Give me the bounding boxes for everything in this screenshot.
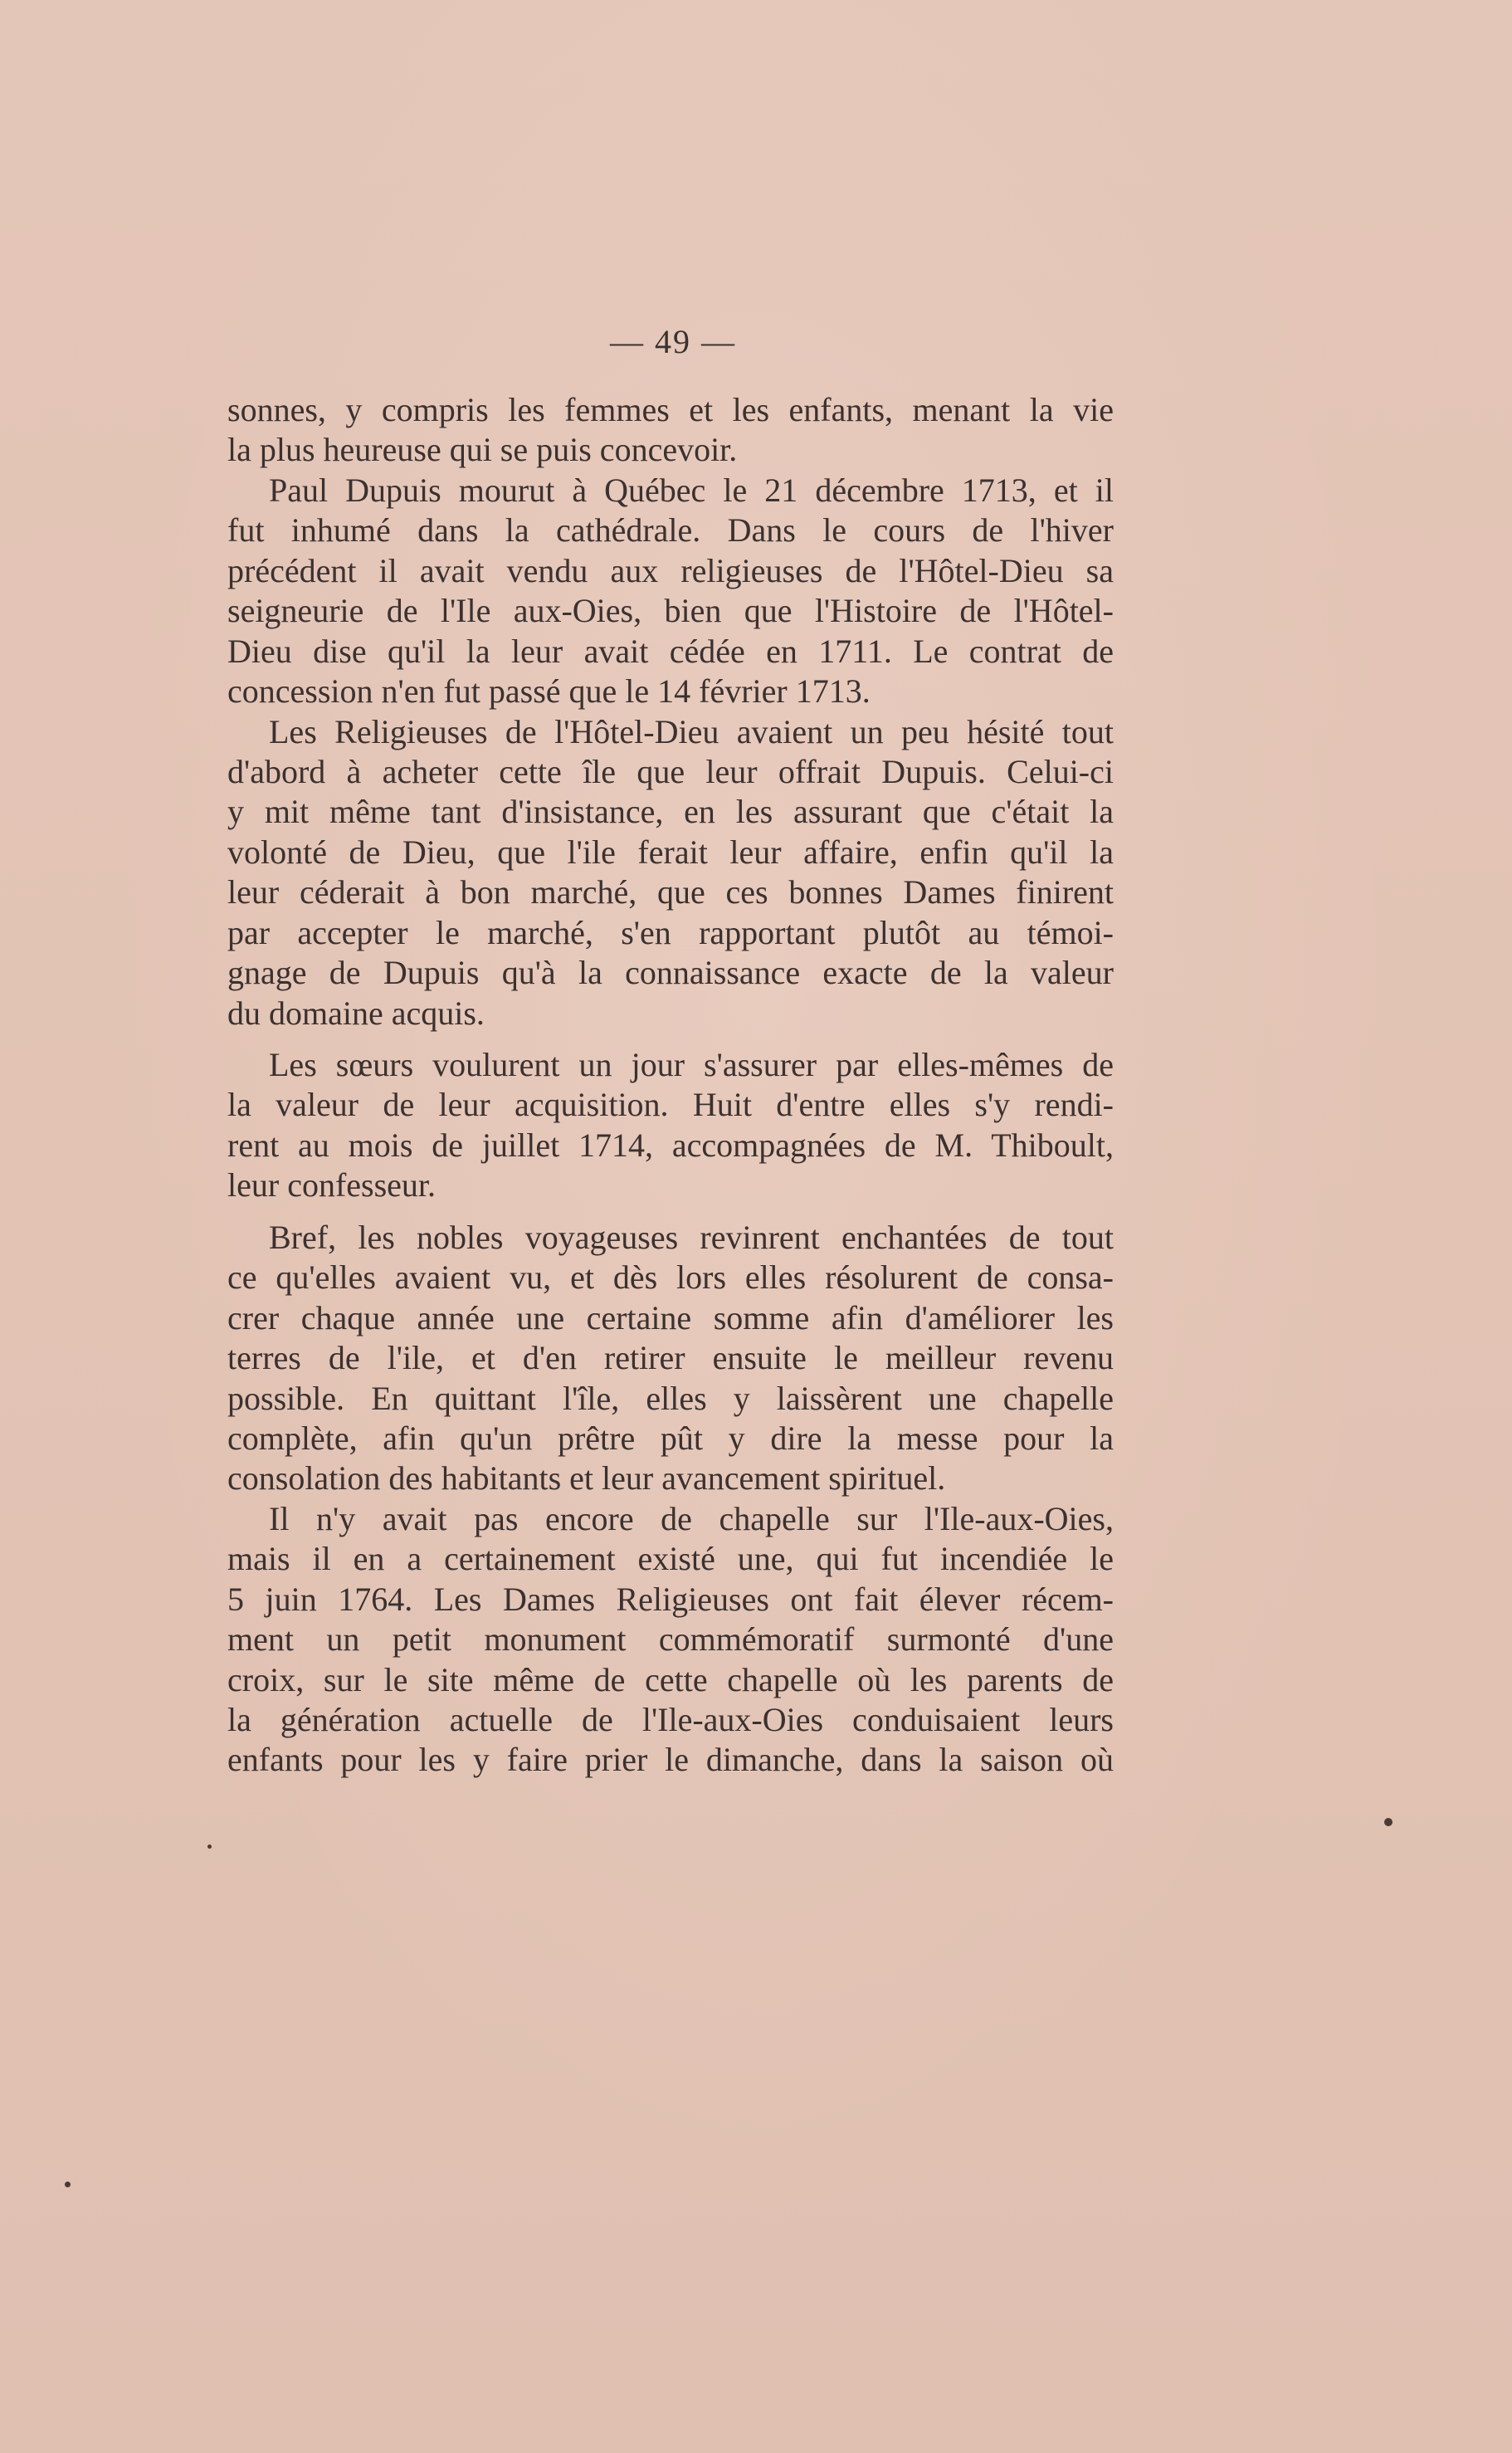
text-line: terres de l'ile, et d'en retirer ensuite le meilleur revenu [227, 1339, 1114, 1377]
text-line: volonté de Dieu, que l'ile ferait leur affaire, enfin qu'il la [227, 833, 1114, 871]
text-line: Les Religieuses de l'Hôtel-Dieu avaient un peu hésité tout [269, 712, 1114, 750]
text-line: rent au mois de juillet 1714, accompagnées de M. Thiboult, [227, 1126, 1114, 1164]
text-line: la plus heureuse qui se puis concevoir. [227, 431, 738, 469]
text-line: la valeur de leur acquisition. Huit d'entre elles s'y rendi- [227, 1086, 1114, 1124]
text-line: Les sœurs voulurent un jour s'assurer par elles-mêmes de [269, 1046, 1114, 1083]
text-line: crer chaque année une certaine somme afin d'améliorer les [227, 1298, 1114, 1336]
text-line: possible. En quittant l'île, elles y laissèrent une chapelle [227, 1379, 1114, 1417]
text-line: y mit même tant d'insistance, en les assurant que c'était la [227, 793, 1114, 831]
text-line: leur confesseur. [227, 1166, 437, 1205]
text-line: ment un petit monument commémoratif surmonté d'une [227, 1620, 1114, 1659]
text-line: par accepter le marché, s'en rapportant plutôt au témoi- [227, 913, 1114, 951]
text-line: concession n'en fut passé que le 14 février 1713. [227, 672, 871, 711]
text-line: d'abord à acheter cette île que leur offrait Dupuis. Celui-ci [227, 752, 1114, 790]
text-line: Dieu dise qu'il la leur avait cédée en 1711. Le contrat de [227, 632, 1114, 670]
text-line: croix, sur le site même de cette chapelle où les parents de [227, 1660, 1114, 1698]
text-line: Paul Dupuis mourut à Québec le 21 décembre 1713, et il [269, 471, 1114, 509]
text-line: complète, afin qu'un prêtre pût y dire la messe pour la [227, 1419, 1114, 1457]
body-text [227, 390, 1114, 1781]
text-line: sonnes, y compris les femmes et les enfants, menant la vie [227, 391, 1114, 428]
text-line: Bref, les nobles voyageuses revinrent enchantées de tout [269, 1218, 1114, 1256]
text-line: mais il en a certainement existé une, qui fut incendiée le [227, 1540, 1114, 1578]
text-line: enfants pour les y faire prier le dimanche, dans la saison où [227, 1741, 1114, 1779]
page-number: — 49 — [610, 323, 736, 360]
text-line: précédent il avait vendu aux religieuses de l'Hôtel-Dieu sa [227, 551, 1114, 589]
text-line: seigneurie de l'Ile aux-Oies, bien que l'Histoire de l'Hôtel- [227, 592, 1114, 630]
text-line: du domaine acquis. [227, 994, 485, 1032]
ink-fleck [65, 2182, 71, 2187]
ink-fleck [1384, 1818, 1393, 1826]
text-line: consolation des habitants et leur avancement spirituel. [227, 1459, 946, 1498]
text-line: gnage de Dupuis qu'à la connaissance exacte de la valeur [227, 954, 1114, 992]
text-line: ce qu'elles avaient vu, et dès lors elles résolurent de consa- [227, 1258, 1114, 1297]
text-line: fut inhumé dans la cathédrale. Dans le cours de l'hiver [227, 511, 1114, 550]
ink-fleck [207, 1845, 212, 1849]
text-line: la génération actuelle de l'Ile-aux-Oies conduisaient leurs [227, 1701, 1114, 1738]
text-line: Il n'y avait pas encore de chapelle sur l'Ile-aux-Oies, [269, 1499, 1114, 1537]
text-line: 5 juin 1764. Les Dames Religieuses ont fait élever récem- [227, 1580, 1114, 1618]
text-line: leur céderait à bon marché, que ces bonnes Dames finirent [227, 873, 1114, 911]
